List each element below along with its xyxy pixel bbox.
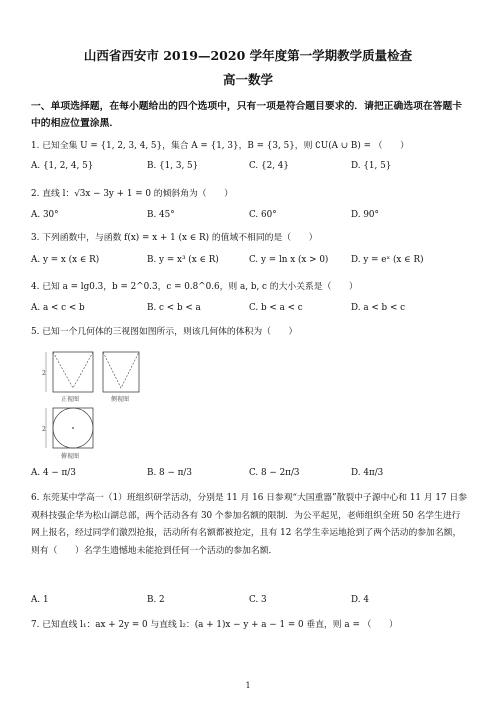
option-b: B. c < b < a: [147, 303, 201, 313]
option-d: D. y = eˣ (x ∈ R): [351, 255, 424, 265]
option-c: C. 8 − 2π/3: [249, 468, 300, 478]
three-view-figure: [31, 350, 141, 460]
option-c: C. {2, 4}: [249, 161, 289, 171]
front-view-square: [53, 352, 93, 392]
option-a: A. 4 − π/3: [31, 468, 76, 478]
option-c: C. 3: [249, 595, 267, 605]
option-c: C. b < a < c: [249, 303, 303, 313]
top-view-dim: 2: [42, 426, 46, 433]
option-c: C. y = ln x (x > 0): [249, 255, 329, 265]
option-b: B. 45°: [147, 210, 175, 220]
option-d: D. 4: [351, 595, 369, 605]
exam-subtitle: 高一数学: [222, 72, 273, 87]
option-d: D. a < b < c: [351, 303, 406, 313]
top-view-caption: 俯视图: [61, 453, 80, 460]
option-a: A. 1: [31, 595, 49, 605]
question-7-stem: 7. 已知直线 l₁：ax + 2y = 0 与直线 l₂：(a + 1)x − y + a − 1 = 0 垂直，则 a = （ ）: [31, 620, 398, 630]
option-a: A. y = x (x ∈ R): [31, 255, 100, 265]
option-a: A. 30°: [31, 210, 59, 220]
question-1-stem: 1. 已知全集 U = {1, 2, 3, 4, 5}，集合 A = {1, 3}，B = {3, 5}，则 ∁U(A ∪ B) = （ ）: [31, 141, 409, 151]
option-b: B. 8 − π/3: [147, 468, 192, 478]
question-3-stem: 3. 下列函数中，与函数 f(x) = x + 1 (x ∈ R) 的值域不相同的是（ ）: [31, 233, 318, 243]
option-d: D. 4π/3: [351, 468, 384, 478]
side-view-square: [103, 352, 139, 392]
option-d: D. {1, 5}: [351, 161, 392, 171]
option-d: D. 90°: [351, 210, 379, 220]
question-5-stem: 5. 已知一个几何体的三视图如图所示，则该几何体的体积为（ ）: [31, 327, 298, 337]
option-b: B. {1, 3, 5}: [147, 161, 199, 171]
option-b: B. 2: [147, 595, 165, 605]
question-6-stem: 6. 东莞某中学高一（1）班组织研学活动，分别是 11 月 16 日参观“大国重器”散裂中子源中心和 11 月 17 日参观科技强企华为松山湖总部，两个活动各有 30 个参加名额的限制．为公平起见，老师组织全班 50 名学生进行网上报名，经过同学们激烈抢报，活动所有名额都被抢定，且有 12 名学生幸运地抢到了两个活动的参加名额，则有（ ）名学生遗憾地未能抢到任何一个活动的参加名额．: [31, 493, 468, 556]
side-view-cone: [103, 352, 139, 388]
exam-title: 山西省西安市 2019—2020 学年度第一学期教学质量检查: [83, 48, 413, 63]
side-view-caption: 侧视图: [111, 396, 130, 403]
front-view-cone: [53, 352, 93, 388]
option-c: C. 60°: [249, 210, 277, 220]
front-view-caption: 正视图: [61, 396, 80, 403]
three-view-drawing: [31, 350, 141, 462]
front-view-dim: 2: [42, 370, 46, 377]
option-a: A. {1, 2, 4, 5}: [31, 161, 94, 171]
question-2-stem: 2. 直线 l：√3x − 3y + 1 = 0 的倾斜角为（ ）: [31, 189, 233, 199]
page-number: 1: [245, 681, 251, 690]
section-heading: 一、单项选择题，在每小题给出的四个选项中，只有一项是符合题目要求的．请把正确选项在答题卡中的相应位置涂黑．: [31, 101, 463, 129]
question-4-stem: 4. 已知 a = lg0.3，b = 2^0.3，c = 0.8^0.6，则 a, b, c 的大小关系是（ ）: [31, 282, 358, 292]
option-b: B. y = x³ (x ∈ R): [147, 255, 219, 265]
option-a: A. a < c < b: [31, 303, 85, 313]
